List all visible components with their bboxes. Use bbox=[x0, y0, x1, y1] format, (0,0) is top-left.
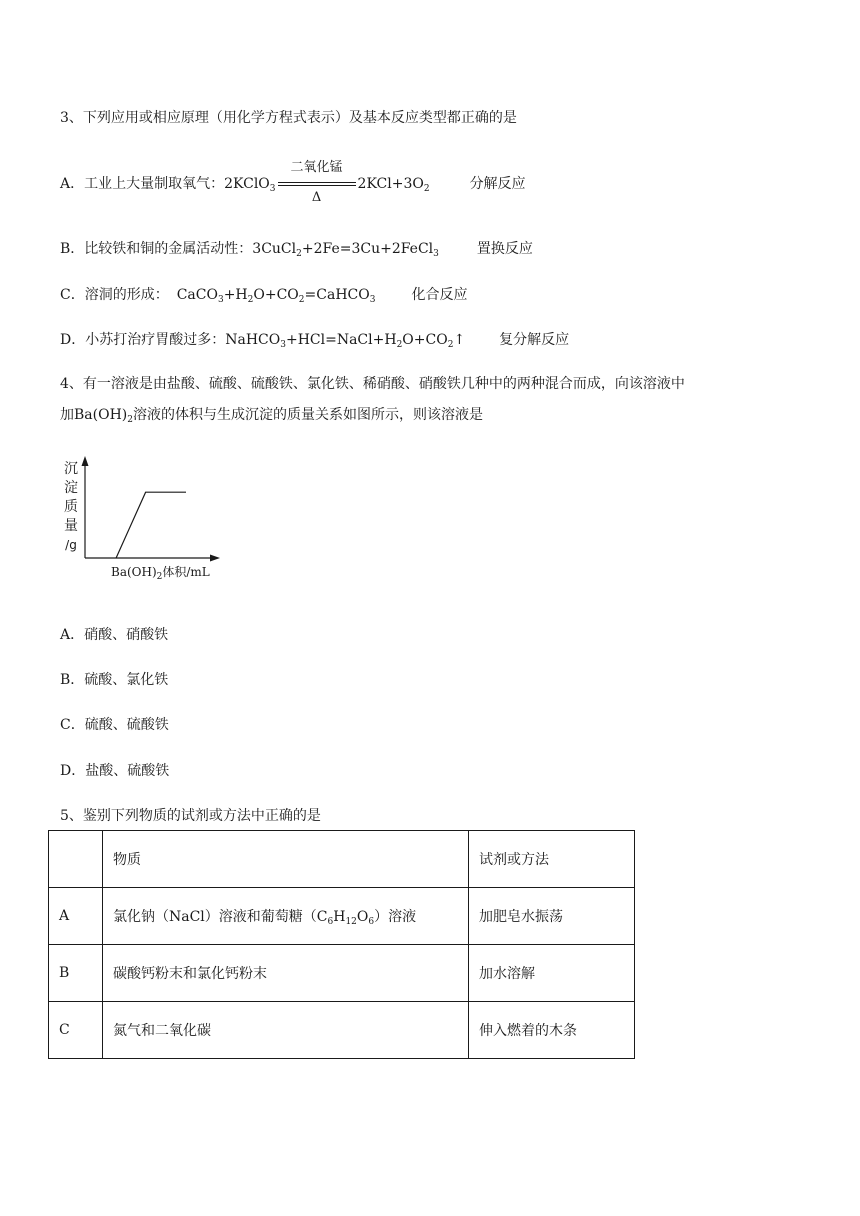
q3-d-s1: 3 bbox=[280, 340, 286, 350]
q3-c-s1: 3 bbox=[217, 295, 224, 305]
table-header-substance: 物质 bbox=[103, 831, 469, 888]
xlabel-b: 体积/mL bbox=[162, 565, 210, 579]
ylabel-char: 淀 bbox=[64, 480, 78, 496]
q3-option-c bbox=[60, 285, 467, 310]
q3-option-d bbox=[60, 330, 569, 355]
xlabel-sub: 2 bbox=[156, 572, 163, 582]
q4-stem2a: 加Ba(OH) bbox=[60, 407, 128, 423]
ylabel-char: 沉 bbox=[64, 461, 78, 477]
table-row bbox=[49, 1002, 635, 1059]
q3-c-p3: O+CO bbox=[253, 287, 299, 303]
ylabel-char: 质 bbox=[64, 499, 78, 515]
catalyst-label: 二氧化锰 bbox=[290, 160, 343, 175]
q4-option-b: B．硫酸、氯化铁 bbox=[60, 672, 169, 688]
table-cell: 加肥皂水振荡 bbox=[469, 888, 635, 945]
q3-c-label: C．溶洞的形成： bbox=[60, 287, 169, 303]
table-cell: C bbox=[49, 1002, 103, 1059]
q3-c-s3: 2 bbox=[298, 295, 305, 305]
cell-text: H bbox=[333, 908, 346, 925]
q3-a-label: A．工业上大量制取氧气： bbox=[60, 176, 225, 192]
q3-a-sub1: 3 bbox=[269, 184, 276, 194]
q3-b-label: B．比较铁和铜的金属活动性： bbox=[60, 241, 253, 257]
table-cell: 氮气和二氧化碳 bbox=[103, 1002, 469, 1059]
q3-d-s2: 2 bbox=[396, 340, 403, 350]
q3-a-type: 分解反应 bbox=[469, 176, 526, 192]
precipitate-chart bbox=[55, 452, 235, 592]
ylabel-char: 量 bbox=[64, 518, 78, 534]
q3-stem: 3、下列应用或相应原理（用化学方程式表示）及基本反应类型都正确的是 bbox=[60, 110, 517, 126]
xlabel-a: Ba(OH) bbox=[111, 565, 157, 579]
q3-b-p2: +2Fe=3Cu+2FeCl bbox=[301, 241, 434, 257]
q3-c-type: 化合反应 bbox=[411, 287, 468, 303]
q4-stem-line1: 4、有一溶液是由盐酸、硫酸、硫酸铁、氯化铁、稀硝酸、硝酸铁几种中的两种混合而成，向该溶液中 bbox=[60, 376, 685, 392]
q3-option-a bbox=[60, 160, 526, 205]
table-row bbox=[49, 888, 635, 945]
q3-d-s3: 2 bbox=[447, 340, 454, 350]
q3-option-b bbox=[60, 239, 533, 264]
cell-sub: 12 bbox=[345, 916, 357, 927]
table-cell: A bbox=[49, 888, 103, 945]
q3-d-type: 复分解反应 bbox=[499, 332, 570, 348]
q3-d-label: D．小苏打治疗胃酸过多： bbox=[60, 332, 226, 348]
q4-stem2-sub: 2 bbox=[127, 415, 133, 425]
table-header-method: 试剂或方法 bbox=[469, 831, 635, 888]
q3-b-s1: 2 bbox=[296, 249, 302, 259]
gas-arrow-icon: ↑ bbox=[453, 332, 466, 348]
q3-d-p3: O+CO bbox=[402, 332, 448, 348]
q3-c-s4: 3 bbox=[369, 295, 376, 305]
q4-option-d: D．盐酸、硫酸铁 bbox=[60, 763, 170, 779]
q3-c-p4: =CaHCO bbox=[304, 287, 370, 303]
q3-c-s2: 2 bbox=[247, 295, 254, 305]
cell-text: 氯化钠（NaCl）溶液和葡萄糖（C bbox=[113, 908, 328, 925]
table-cell bbox=[103, 888, 469, 945]
q4-option-a: A．硝酸、硝酸铁 bbox=[60, 627, 169, 643]
table-cell: B bbox=[49, 945, 103, 1002]
q3-a-sub2: 2 bbox=[423, 184, 430, 194]
cell-text: O bbox=[356, 908, 369, 925]
chart-xlabel bbox=[111, 563, 210, 582]
cell-sub: 6 bbox=[327, 916, 334, 927]
q3-a-eq-left: 2KClO bbox=[224, 176, 270, 192]
q3-d-p1: NaHCO bbox=[225, 332, 281, 348]
heat-symbol: Δ bbox=[311, 190, 322, 205]
q3-b-type: 置换反应 bbox=[476, 241, 533, 257]
q5-table bbox=[48, 830, 635, 1059]
reaction-condition bbox=[278, 160, 356, 205]
q4-option-c: C．硫酸、硫酸铁 bbox=[60, 717, 169, 733]
y-axis-arrow-icon bbox=[82, 456, 89, 466]
q4-stem-line2 bbox=[60, 405, 483, 430]
table-header-row bbox=[49, 831, 635, 888]
cell-text: ）溶液 bbox=[374, 908, 417, 925]
table-row bbox=[49, 945, 635, 1002]
table-cell bbox=[49, 831, 103, 888]
q3-b-p1: 3CuCl bbox=[252, 241, 297, 257]
q3-c-p1: CaCO bbox=[176, 287, 218, 303]
q4-stem2b: 溶液的体积与生成沉淀的质量关系如图所示，则该溶液是 bbox=[132, 407, 483, 423]
q3-b-s2: 3 bbox=[433, 249, 439, 259]
q3-c-p2: +H bbox=[223, 287, 248, 303]
x-axis-arrow-icon bbox=[210, 555, 220, 562]
ylabel-char: /g bbox=[65, 538, 77, 552]
table-cell: 碳酸钙粉末和氯化钙粉末 bbox=[103, 945, 469, 1002]
table-cell: 伸入燃着的木条 bbox=[469, 1002, 635, 1059]
table-cell: 加水溶解 bbox=[469, 945, 635, 1002]
cell-sub: 6 bbox=[368, 916, 375, 927]
series-line bbox=[116, 492, 186, 558]
q3-d-p2: +HCl=NaCl+H bbox=[285, 332, 397, 348]
q5-stem: 5、鉴别下列物质的试剂或方法中正确的是 bbox=[60, 808, 321, 824]
q3-a-eq-right: 2KCl+3O bbox=[357, 176, 424, 192]
